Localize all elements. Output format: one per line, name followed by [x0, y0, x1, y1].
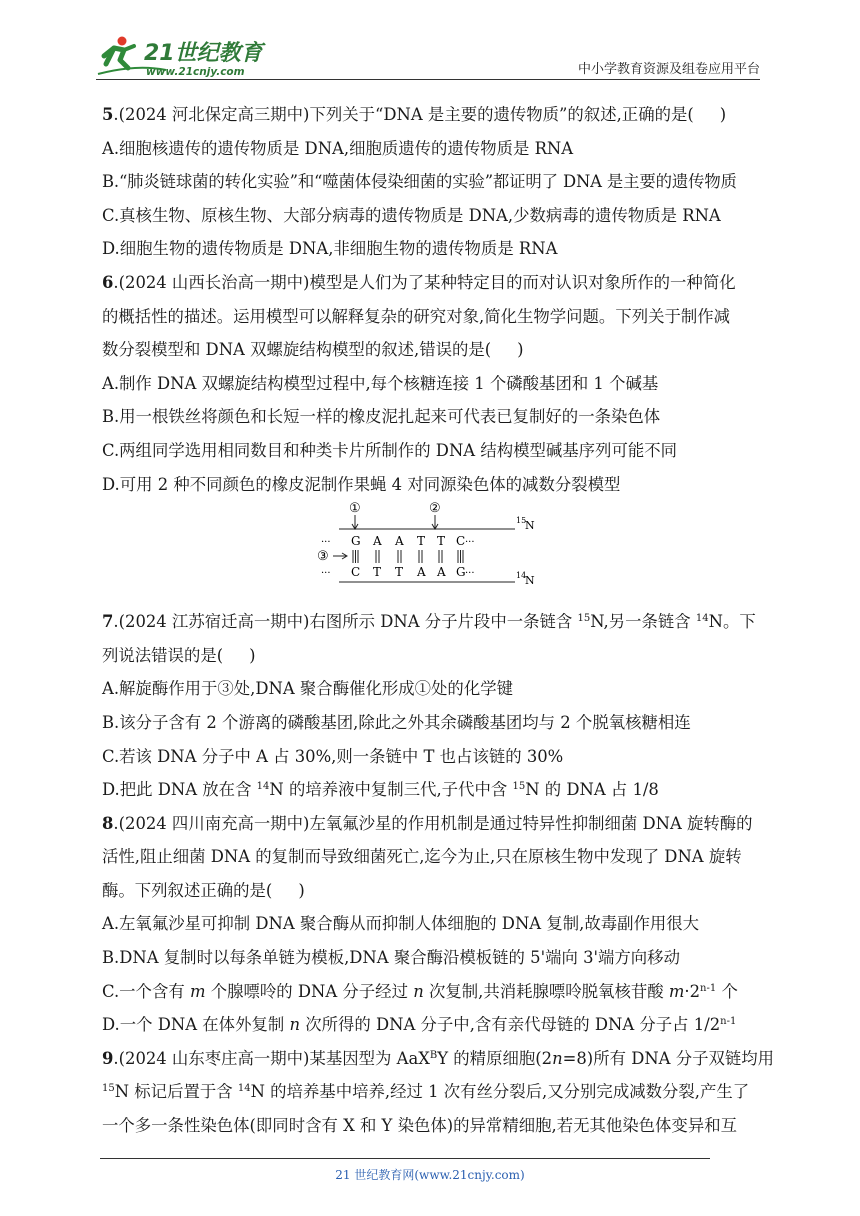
bottom-base: T — [395, 565, 404, 580]
q9-stem-line3: 一个多一条性染色体(即同时含有 X 和 Y 染色体)的异常精细胞,若无其他染色体变异和互 — [102, 1116, 737, 1136]
q8-option-a: A.左氧氟沙星可抑制 DNA 聚合酶从而抑制人体细胞的 DNA 复制,故毒副作用很大 — [102, 914, 700, 934]
dna-fragment-diagram — [317, 501, 547, 601]
q8-stem-line3: 酶。下列叙述正确的是( ) — [102, 880, 305, 900]
bottom-dots-right: ··· — [465, 568, 475, 580]
q8-stem-line1: 8.(2024 四川南充高一期中)左氧氟沙星的作用机制是通过特异性抑制细菌 DNA 旋转酶的 — [102, 813, 753, 833]
q6-option-d: D.可用 2 种不同颜色的橡皮泥制作果蝇 4 对同源染色体的减数分裂模型 — [102, 474, 621, 494]
q7-option-d: D.把此 DNA 放在含 $^{14}$N 的培养液中复制三代,子代中含 $^{15}$N 的 DNA 占 1/8 — [102, 780, 659, 800]
logo-text: 21世纪教育 — [144, 41, 263, 66]
q6-option-a: A.制作 DNA 双螺旋结构模型过程中,每个核糖连接 1 个磷酸基团和 1 个碱基 — [102, 373, 659, 393]
bottom-dots-left: ··· — [321, 568, 331, 580]
q8-option-c: C.一个含有 m 个腺嘌呤的 DNA 分子经过 n 次复制,共消耗腺嘌呤脱氧核苷酸 $m\cdot 2^{n-1}$ 个 — [102, 981, 738, 1001]
q8-option-b: B.DNA 复制时以每条单链为模板,DNA 聚合酶沿模板链的 5'端向 3'端方向移动 — [102, 948, 680, 968]
top-strand-label: N — [525, 519, 535, 533]
q6-option-b: B.用一根铁丝将颜色和长短一样的橡皮泥扎起来可代表已复制好的一条染色体 — [102, 407, 661, 427]
top-base: T — [437, 534, 446, 549]
q6-stem-line3: 数分裂模型和 DNA 双螺旋结构模型的叙述,错误的是( ) — [102, 340, 524, 360]
question-list — [102, 98, 775, 1143]
top-strand-sup: 15 — [516, 516, 527, 526]
bottom-strand-sup: 14 — [516, 571, 527, 581]
q5-option-b: B.“肺炎链球菌的转化实验”和“噬菌体侵染细菌的实验”都证明了 DNA 是主要的遗传物质 — [102, 172, 737, 192]
q8-stem-line2: 活性,阻止细菌 DNA 的复制而导致细菌死亡,迄今为止,只在原核生物中发现了 DNA 旋转 — [102, 847, 742, 867]
q7-option-c: C.若该 DNA 分子中 A 占 30%,则一条链中 T 也占该链的 30% — [102, 746, 564, 766]
q5-stem: 5.(2024 河北保定高三期中)下列关于“DNA 是主要的遗传物质”的叙述,正确的是( ) — [102, 105, 727, 124]
q8-option-d: D.一个 DNA 在体外复制 n 次所得的 DNA 分子中,含有亲代母链的 DNA 分子占 1/2$^{n-1}$ — [102, 1015, 737, 1035]
q9-number: 9 — [102, 1048, 114, 1068]
q7-option-b: B.该分子含有 2 个游离的磷酸基团,除此之外其余磷酸基团均与 2 个脱氧核糖相连 — [102, 712, 691, 732]
bottom-base: A — [417, 565, 426, 580]
q7-stem-line2: 列说法错误的是( ) — [102, 645, 256, 665]
q7-number: 7 — [102, 612, 114, 632]
bottom-base: A — [437, 565, 446, 580]
page-header — [96, 30, 760, 78]
top-base: G — [351, 534, 361, 549]
label-1: ① — [349, 501, 361, 517]
top-base: A — [395, 534, 404, 549]
top-base: A — [373, 534, 382, 549]
site-logo — [96, 34, 296, 78]
footer-divider — [100, 1158, 710, 1159]
platform-name: 中小学教育资源及组卷应用平台 — [577, 62, 760, 77]
q5-option-d: D.细胞生物的遗传物质是 DNA,非细胞生物的遗传物质是 RNA — [102, 239, 558, 259]
bottom-strand-label: N — [525, 574, 535, 588]
q6-stem-line1: 6.(2024 山西长治高一期中)模型是人们为了某种特定目的而对认识对象所作的一种简化 — [102, 272, 736, 292]
q5-number: 5 — [102, 105, 114, 124]
q5-option-a: A.细胞核遗传的遗传物质是 DNA,细胞质遗传的遗传物质是 RNA — [102, 138, 574, 158]
top-base: C — [456, 534, 466, 549]
header-divider — [96, 79, 760, 80]
q7-option-a: A.解旋酶作用于③处,DNA 聚合酶催化形成①处的化学键 — [102, 679, 513, 699]
q7-stem-line1: 7.(2024 江苏宿迁高一期中)右图所示 DNA 分子片段中一条链含 $^{15}$N,另一条链含 $^{14}$N。下 — [102, 612, 756, 632]
q9-stem-line2: $^{15}$N 标记后置于含 $^{14}$N 的培养基中培养,经过 1 次有丝分裂后,又分别完成减数分裂,产生了 — [102, 1082, 750, 1102]
dna-figure-container — [102, 501, 762, 605]
bottom-base: T — [373, 565, 382, 580]
top-dots-left: ··· — [321, 537, 331, 549]
page-footer: 21 世纪教育网(www.21cnjy.com) — [335, 1168, 525, 1182]
q8-number: 8 — [102, 813, 114, 833]
q5-option-c: C.真核生物、原核生物、大部分病毒的遗传物质是 DNA,少数病毒的遗传物质是 RNA — [102, 205, 721, 225]
top-dots-right: ··· — [465, 537, 475, 549]
q9-stem-line1: 9.(2024 山东枣庄高一期中)某基因型为 AaX$^B$Y 的精原细胞(2n=8)所有 DNA 分子双链均用 — [102, 1048, 775, 1068]
bottom-base: G — [456, 565, 466, 580]
top-base: T — [417, 534, 426, 549]
q6-number: 6 — [102, 272, 114, 292]
q6-option-c: C.两组同学选用相同数目和种类卡片所制作的 DNA 结构模型碱基序列可能不同 — [102, 440, 678, 460]
q6-stem-line2: 的概括性的描述。运用模型可以解释复杂的研究对象,简化生物学问题。下列关于制作减 — [102, 306, 731, 326]
logo-url: www.21cnjy.com — [146, 66, 245, 78]
hydrogen-bonds — [353, 550, 463, 563]
label-3: ③ — [317, 549, 329, 565]
bottom-base: C — [351, 565, 361, 580]
label-2: ② — [429, 501, 441, 517]
